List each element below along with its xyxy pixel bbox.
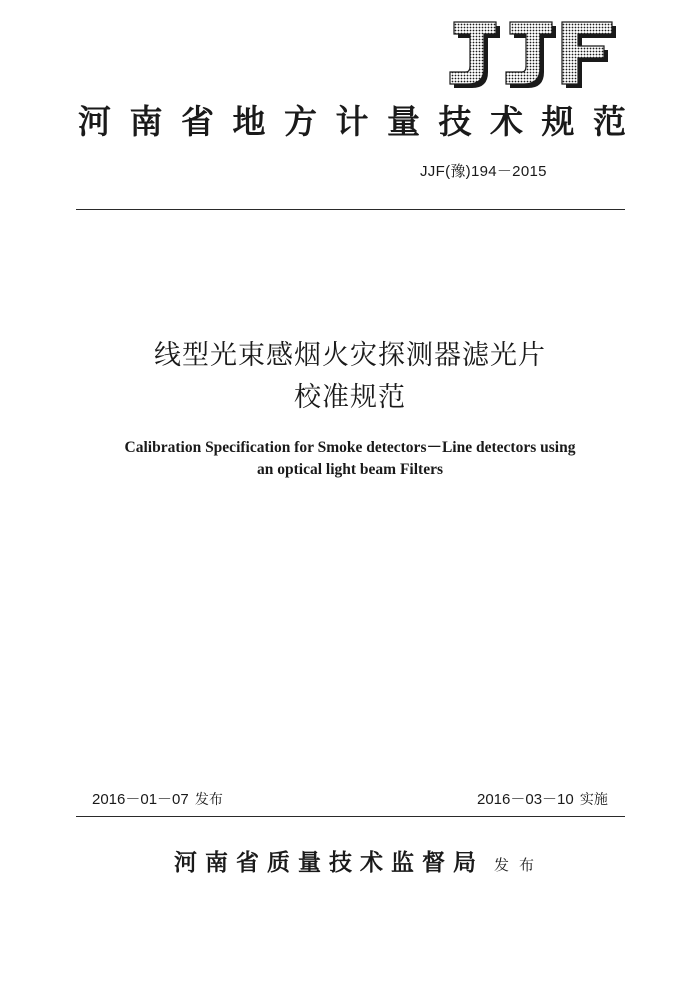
issue-date-block xyxy=(92,789,223,811)
series-title-char: 量 xyxy=(387,102,420,141)
series-title-char: 技 xyxy=(438,102,472,141)
series-title-char: 计 xyxy=(335,102,369,141)
issuer-action: 发布 xyxy=(494,856,545,874)
document-title-en-line2: an optical light beam Filters xyxy=(257,461,443,478)
implement-label: 实施 xyxy=(579,792,608,808)
issuer-name: 河南省质量技术监督局 xyxy=(174,849,484,876)
issuer-block xyxy=(174,847,544,879)
implement-date-block xyxy=(477,789,608,811)
series-title-char: 河 xyxy=(78,102,111,141)
series-title-char: 地 xyxy=(232,102,266,141)
jjf-logo xyxy=(448,20,620,92)
document-title-cn-line2: 校准规范 xyxy=(294,382,406,413)
series-title-char: 规 xyxy=(541,102,575,141)
document-title-cn: 线型光束感烟火灾探测器滤光片 xyxy=(154,340,546,371)
series-title xyxy=(78,100,626,144)
series-title-char: 省 xyxy=(181,102,214,141)
series-title-char: 南 xyxy=(129,102,163,141)
document-title-en: Calibration Specification for Smoke detectors－Line detectors using xyxy=(124,439,576,456)
issue-label: 发布 xyxy=(194,792,223,808)
series-title-char: 范 xyxy=(593,102,626,141)
standard-number: JJF(豫)194－2015 xyxy=(420,163,547,180)
header-divider xyxy=(76,209,625,210)
footer-divider xyxy=(76,816,625,817)
implement-date: 2016－03－10 xyxy=(477,791,574,808)
issue-date: 2016－01－07 xyxy=(92,791,189,808)
series-title-char: 方 xyxy=(284,102,317,141)
series-title-char: 术 xyxy=(490,102,523,141)
